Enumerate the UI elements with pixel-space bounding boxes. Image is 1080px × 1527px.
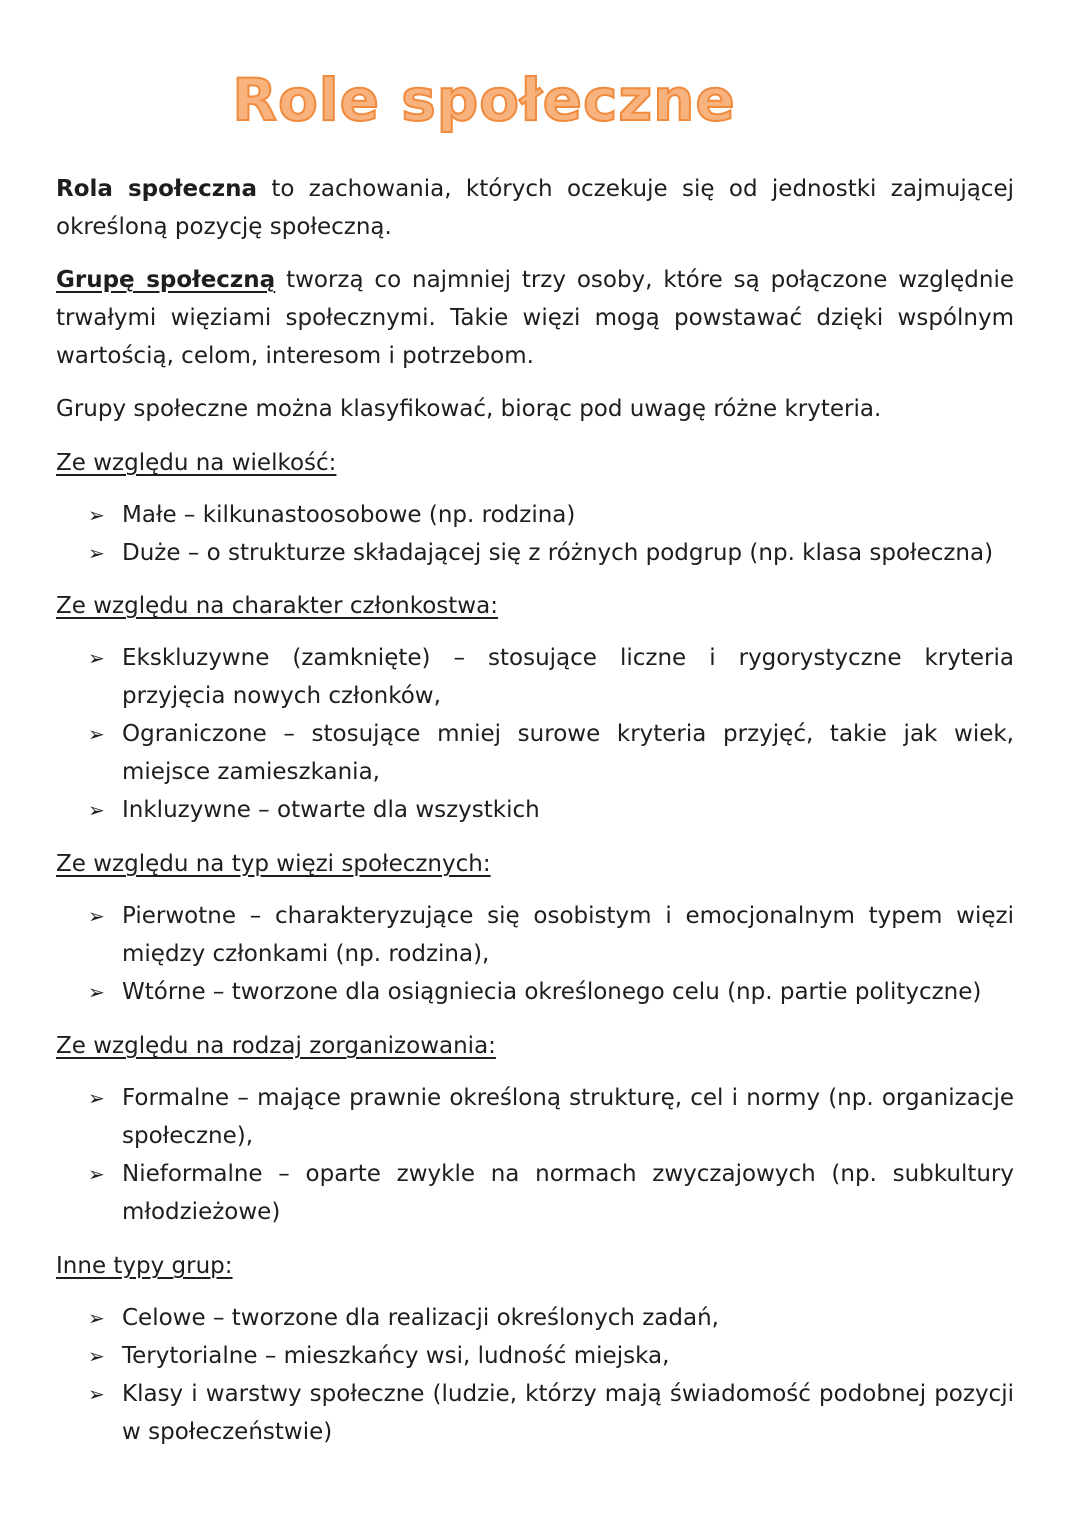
list-item-text: Celowe – tworzone dla realizacji określonych zadań,: [122, 1305, 719, 1331]
section-heading-membership: Ze względu na charakter członkostwa:: [56, 593, 498, 619]
list-item: [88, 1375, 1014, 1451]
list-item-text: Ograniczone – stosujące mniej surowe kryteria przyjęć, takie jak wiek, miejsce zamieszkania,: [122, 721, 1014, 785]
list-item-text: Inkluzywne – otwarte dla wszystkich: [122, 797, 540, 823]
list-item-text: Nieformalne – oparte zwykle na normach zwyczajowych (np. subkultury młodzieżowe): [122, 1161, 1014, 1225]
list-item: [88, 496, 1014, 534]
page-title: Role społeczne: [232, 66, 736, 134]
section-list-other: [88, 1299, 1014, 1451]
arrow-bullet-icon: ➢: [88, 722, 105, 746]
role-definition-text: to zachowania, których oczekuje się od jednostki zajmującej określoną pozycję społeczną.: [56, 176, 1014, 240]
list-item-text: Duże – o strukturze składającej się z różnych podgrup (np. klasa społeczna): [122, 540, 994, 566]
list-item: [88, 897, 1014, 973]
list-item: [88, 1299, 1014, 1337]
list-item: [88, 1155, 1014, 1231]
arrow-bullet-icon: ➢: [88, 503, 105, 527]
list-item: [88, 534, 1014, 572]
arrow-bullet-icon: ➢: [88, 980, 105, 1004]
section-list-organization: [88, 1079, 1014, 1231]
arrow-bullet-icon: ➢: [88, 541, 105, 565]
list-item-text: Małe – kilkunastoosobowe (np. rodzina): [122, 502, 576, 528]
list-item-text: Klasy i warstwy społeczne (ludzie, którzy mają świadomość podobnej pozycji w społeczeństwie): [122, 1381, 1014, 1445]
role-definition: [56, 170, 1014, 246]
arrow-bullet-icon: ➢: [88, 1306, 105, 1330]
role-term: Rola społeczna: [56, 176, 257, 202]
section-heading-bond-type: Ze względu na typ więzi społecznych:: [56, 851, 491, 877]
arrow-bullet-icon: ➢: [88, 1162, 105, 1186]
arrow-bullet-icon: ➢: [88, 1086, 105, 1110]
list-item: [88, 1337, 1014, 1375]
section-list-bond-type: [88, 897, 1014, 1011]
group-definition: [56, 261, 1014, 375]
list-item-text: Ekskluzywne (zamknięte) – stosujące liczne i rygorystyczne kryteria przyjęcia nowych członków,: [122, 645, 1014, 709]
arrow-bullet-icon: ➢: [88, 646, 105, 670]
arrow-bullet-icon: ➢: [88, 1344, 105, 1368]
group-definition-text: tworzą co najmniej trzy osoby, które są połączone względnie trwałymi więziami społecznymi. Takie więzi mogą powstawać dzięki wspólnym wartością, celom, interesom i potrzebom.: [56, 267, 1014, 369]
list-item-text: Wtórne – tworzone dla osiągniecia określonego celu (np. partie polityczne): [122, 979, 982, 1005]
section-list-size: [88, 496, 1014, 572]
group-term: Grupę społeczną: [56, 267, 276, 293]
list-item: [88, 715, 1014, 791]
list-item: [88, 973, 1014, 1011]
list-item-text: Pierwotne – charakteryzujące się osobistym i emocjonalnym typem więzi między członkami (np. rodzina),: [122, 903, 1014, 967]
list-item: [88, 1079, 1014, 1155]
list-item-text: Terytorialne – mieszkańcy wsi, ludność miejska,: [122, 1343, 670, 1369]
list-item-text: Formalne – mające prawnie określoną strukturę, cel i normy (np. organizacje społeczne),: [122, 1085, 1014, 1149]
section-heading-organization: Ze względu na rodzaj zorganizowania:: [56, 1033, 496, 1059]
list-item: [88, 791, 1014, 829]
arrow-bullet-icon: ➢: [88, 904, 105, 928]
list-item: [88, 639, 1014, 715]
arrow-bullet-icon: ➢: [88, 798, 105, 822]
classification-intro: Grupy społeczne można klasyfikować, biorąc pod uwagę różne kryteria.: [56, 396, 882, 422]
arrow-bullet-icon: ➢: [88, 1382, 105, 1406]
section-list-membership: [88, 639, 1014, 829]
section-heading-size: Ze względu na wielkość:: [56, 450, 337, 476]
section-heading-other: Inne typy grup:: [56, 1253, 233, 1279]
